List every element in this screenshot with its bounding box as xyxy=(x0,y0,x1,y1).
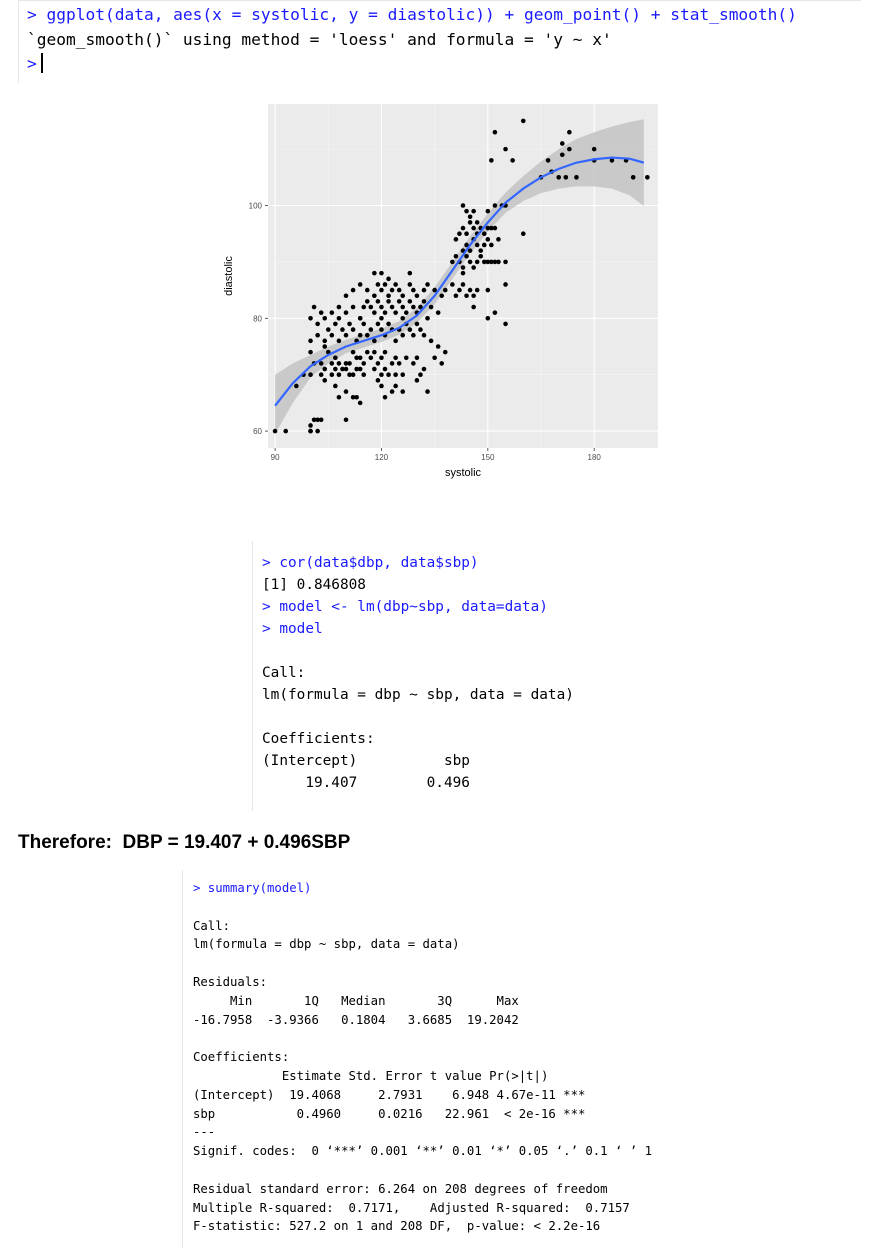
data-point xyxy=(411,361,416,366)
data-point xyxy=(493,310,498,315)
data-point xyxy=(415,293,420,298)
data-point xyxy=(312,305,317,310)
data-point xyxy=(493,130,498,135)
data-point xyxy=(560,152,565,157)
data-point xyxy=(393,384,398,389)
data-point xyxy=(429,305,434,310)
data-point xyxy=(294,384,299,389)
data-point xyxy=(333,384,338,389)
data-point xyxy=(415,355,420,360)
data-point xyxy=(454,237,459,242)
data-point xyxy=(333,367,338,372)
data-point xyxy=(379,316,384,321)
data-point xyxy=(408,299,413,304)
data-point xyxy=(273,429,278,434)
data-point xyxy=(365,288,370,293)
data-point xyxy=(429,339,434,344)
console-output-line: --- xyxy=(193,1125,216,1140)
data-point xyxy=(503,260,508,265)
data-point xyxy=(330,372,335,377)
console-output-line: Call: xyxy=(262,665,306,681)
data-point xyxy=(351,327,356,332)
data-point xyxy=(400,372,405,377)
data-point xyxy=(471,305,476,310)
data-point xyxy=(503,147,508,152)
data-point xyxy=(376,282,381,287)
data-point xyxy=(322,367,327,372)
data-point xyxy=(574,175,579,180)
data-point xyxy=(464,231,469,236)
data-point xyxy=(461,226,466,231)
data-point xyxy=(322,316,327,321)
data-point xyxy=(322,344,327,349)
data-point xyxy=(404,355,409,360)
data-point xyxy=(475,220,480,225)
data-point xyxy=(379,271,384,276)
data-point xyxy=(344,333,349,338)
data-point xyxy=(319,418,324,423)
data-point xyxy=(486,237,491,242)
data-point xyxy=(308,350,313,355)
console-output-line: Residuals: xyxy=(193,975,268,989)
data-point xyxy=(400,333,405,338)
data-point xyxy=(358,316,363,321)
data-point xyxy=(450,260,455,265)
data-point xyxy=(308,423,313,428)
console-prompt-line[interactable] xyxy=(27,53,43,75)
data-point xyxy=(372,310,377,315)
console-output-line: Coefficients: xyxy=(262,731,375,747)
data-point xyxy=(393,355,398,360)
console-output-line: Estimate Std. Error t value Pr(>|t|) xyxy=(193,1069,578,1083)
console-output-line: Coefficients: xyxy=(193,1050,290,1065)
console-command-line: > model <- lm(dbp~sbp, data=data) xyxy=(262,599,548,615)
data-point xyxy=(471,209,476,214)
data-point xyxy=(337,361,342,366)
data-point xyxy=(393,282,398,287)
data-point xyxy=(369,327,374,332)
data-point xyxy=(347,361,352,366)
console-output-line: -16.7958 -3.9366 0.1804 3.6685 19.2042 xyxy=(193,1012,527,1027)
data-point xyxy=(315,429,320,434)
data-point xyxy=(503,322,508,327)
console-command-line: > model xyxy=(262,621,323,637)
data-point xyxy=(376,322,381,327)
data-point xyxy=(319,310,324,315)
data-point xyxy=(436,310,441,315)
console-ggplot xyxy=(18,0,861,83)
data-point xyxy=(379,305,384,310)
data-point xyxy=(468,260,473,265)
data-point xyxy=(478,248,483,253)
data-point xyxy=(393,339,398,344)
data-point xyxy=(344,418,349,423)
data-point xyxy=(461,203,466,208)
console-command-line: > cor(data$dbp, data$sbp) xyxy=(262,555,479,571)
data-point xyxy=(422,333,427,338)
data-point xyxy=(365,333,370,338)
data-point xyxy=(461,271,466,276)
console-output-line: Min 1Q Median 3Q Max xyxy=(193,993,527,1008)
data-point xyxy=(379,372,384,377)
data-point xyxy=(390,361,395,366)
console-output-line: sbp 0.4960 0.0216 22.961 < 2e-16 *** xyxy=(193,1106,586,1121)
data-point xyxy=(319,361,324,366)
data-point xyxy=(489,158,494,163)
data-point xyxy=(386,322,391,327)
console-output-line: (Intercept) sbp xyxy=(262,753,470,769)
data-point xyxy=(386,299,391,304)
data-point xyxy=(358,355,363,360)
data-point xyxy=(464,293,469,298)
console-command-line: > ggplot(data, aes(x = systolic, y = diastolic)) + geom_point() + stat_smooth() xyxy=(27,5,797,24)
data-point xyxy=(397,299,402,304)
console-output-line: Signif. codes: 0 ‘***’ 0.001 ‘**’ 0.01 ‘*’ 0.05 ‘.’ 0.1 ‘ ’ 1 xyxy=(193,1144,653,1159)
data-point xyxy=(464,209,469,214)
data-point xyxy=(379,384,384,389)
data-point xyxy=(344,293,349,298)
data-point xyxy=(372,339,377,344)
data-point xyxy=(383,395,388,400)
data-point xyxy=(400,305,405,310)
data-point xyxy=(415,378,420,383)
data-point xyxy=(358,282,363,287)
data-point xyxy=(376,299,381,304)
y-axis-label: diastolic xyxy=(223,256,235,296)
data-point xyxy=(361,305,366,310)
y-tick-label: 80 xyxy=(253,314,262,324)
data-point xyxy=(493,203,498,208)
data-point xyxy=(376,361,381,366)
data-point xyxy=(386,293,391,298)
data-point xyxy=(358,333,363,338)
data-point xyxy=(400,293,405,298)
data-point xyxy=(376,378,381,383)
data-point xyxy=(322,378,327,383)
data-point xyxy=(457,231,462,236)
data-point xyxy=(475,288,480,293)
data-point xyxy=(486,209,491,214)
data-point xyxy=(390,305,395,310)
data-point xyxy=(400,389,405,394)
data-point xyxy=(432,355,437,360)
data-point xyxy=(330,361,335,366)
data-point xyxy=(372,350,377,355)
data-point xyxy=(415,322,420,327)
data-point xyxy=(308,372,313,377)
data-point xyxy=(393,310,398,315)
data-point xyxy=(411,333,416,338)
data-point xyxy=(422,288,427,293)
data-point xyxy=(439,293,444,298)
y-tick-label: 60 xyxy=(253,427,262,437)
data-point xyxy=(330,310,335,315)
data-point xyxy=(397,288,402,293)
data-point xyxy=(358,367,363,372)
data-point xyxy=(567,147,572,152)
data-point xyxy=(443,288,448,293)
data-point xyxy=(454,293,459,298)
data-point xyxy=(386,372,391,377)
data-point xyxy=(361,322,366,327)
data-point xyxy=(411,288,416,293)
data-point xyxy=(468,220,473,225)
data-point xyxy=(308,429,313,434)
x-tick-label: 90 xyxy=(270,453,280,462)
data-point xyxy=(425,389,430,394)
data-point xyxy=(493,226,498,231)
data-point xyxy=(393,372,398,377)
data-point xyxy=(468,214,473,219)
data-point xyxy=(496,237,501,242)
data-point xyxy=(411,305,416,310)
scatter-plot-svg xyxy=(218,100,662,486)
data-point xyxy=(521,119,526,124)
data-point xyxy=(436,344,441,349)
data-point xyxy=(631,175,636,180)
data-point xyxy=(461,282,466,287)
data-point xyxy=(369,305,374,310)
data-point xyxy=(386,277,391,282)
data-point xyxy=(471,293,476,298)
console-output-line: 19.407 0.496 xyxy=(262,775,470,791)
data-point xyxy=(503,282,508,287)
data-point xyxy=(344,367,349,372)
x-tick-label: 180 xyxy=(587,453,601,462)
data-point xyxy=(379,288,384,293)
scatter-plot xyxy=(218,100,662,486)
console-output-line: (Intercept) 19.4068 2.7931 6.948 4.67e-11 *** xyxy=(193,1087,586,1102)
data-point xyxy=(308,316,313,321)
data-point xyxy=(308,339,313,344)
data-point xyxy=(496,260,501,265)
data-point xyxy=(457,288,462,293)
data-point xyxy=(461,265,466,270)
regression-equation: Therefore: DBP = 19.407 + 0.496SBP xyxy=(18,832,351,853)
x-tick-label: 150 xyxy=(481,453,495,462)
console-summary xyxy=(182,870,713,1248)
data-point xyxy=(344,310,349,315)
data-point xyxy=(478,254,483,259)
console-output-line: Residual standard error: 6.264 on 208 degrees of freedom xyxy=(193,1181,608,1196)
data-point xyxy=(408,271,413,276)
data-point xyxy=(351,350,356,355)
data-point xyxy=(464,254,469,259)
data-point xyxy=(369,355,374,360)
data-point xyxy=(347,322,352,327)
data-point xyxy=(333,322,338,327)
console-command-line: > summary(model) xyxy=(193,881,312,895)
data-point xyxy=(408,327,413,332)
data-point xyxy=(351,288,356,293)
data-point xyxy=(326,327,331,332)
text-cursor xyxy=(41,53,43,73)
data-point xyxy=(408,282,413,287)
x-axis-label: systolic xyxy=(444,467,482,479)
console-output-line: [1] 0.846808 xyxy=(262,577,366,593)
data-point xyxy=(556,175,561,180)
data-point xyxy=(337,305,342,310)
data-point xyxy=(443,350,448,355)
data-point xyxy=(439,361,444,366)
data-point xyxy=(365,350,370,355)
data-point xyxy=(383,350,388,355)
data-point xyxy=(560,141,565,146)
console-output-line: Multiple R-squared: 0.7171, Adjusted R-squared: 0.7157 xyxy=(193,1200,638,1215)
y-tick-label: 100 xyxy=(248,201,262,211)
data-point xyxy=(379,327,384,332)
data-point xyxy=(486,288,491,293)
data-point xyxy=(365,299,370,304)
data-point xyxy=(475,243,480,248)
data-point xyxy=(283,429,288,434)
data-point xyxy=(333,355,338,360)
data-point xyxy=(400,316,405,321)
data-point xyxy=(340,327,345,332)
data-point xyxy=(379,355,384,360)
data-point xyxy=(351,305,356,310)
data-point xyxy=(383,282,388,287)
data-point xyxy=(361,361,366,366)
data-point xyxy=(645,175,650,180)
data-point xyxy=(592,147,597,152)
data-point xyxy=(322,339,327,344)
data-point xyxy=(418,372,423,377)
data-point xyxy=(425,282,430,287)
data-point xyxy=(482,243,487,248)
data-point xyxy=(475,260,480,265)
data-point xyxy=(337,395,342,400)
data-point xyxy=(330,333,335,338)
console-model xyxy=(252,541,574,811)
data-point xyxy=(361,372,366,377)
console-message-line: `geom_smooth()` using method = 'loess' and formula = 'y ~ x' xyxy=(27,30,612,49)
data-point xyxy=(521,231,526,236)
data-point xyxy=(418,327,423,332)
data-point xyxy=(372,271,377,276)
data-point xyxy=(351,372,356,377)
data-point xyxy=(454,254,459,259)
data-point xyxy=(482,231,487,236)
data-point xyxy=(358,401,363,406)
data-point xyxy=(422,367,427,372)
data-point xyxy=(567,130,572,135)
data-point xyxy=(404,310,409,315)
data-point xyxy=(390,288,395,293)
data-point xyxy=(471,265,476,270)
data-point xyxy=(510,158,515,163)
console-output-line: lm(formula = dbp ~ sbp, data = data) xyxy=(193,937,460,952)
data-point xyxy=(546,158,551,163)
data-point xyxy=(422,299,427,304)
data-point xyxy=(337,339,342,344)
data-point xyxy=(471,226,476,231)
data-point xyxy=(383,310,388,315)
data-point xyxy=(450,282,455,287)
data-point xyxy=(337,372,342,377)
data-point xyxy=(372,293,377,298)
data-point xyxy=(337,316,342,321)
data-point xyxy=(372,367,377,372)
data-point xyxy=(468,288,473,293)
x-tick-label: 120 xyxy=(374,453,389,462)
data-point xyxy=(390,389,395,394)
console-output-line: F-statistic: 527.2 on 1 and 208 DF, p-value: < 2.2e-16 xyxy=(193,1219,601,1234)
data-point xyxy=(425,316,430,321)
data-point xyxy=(354,395,359,400)
console-prompt: > xyxy=(27,54,37,73)
console-output-line: Call: xyxy=(193,918,231,933)
data-point xyxy=(397,361,402,366)
data-point xyxy=(344,389,349,394)
data-point xyxy=(486,316,491,321)
data-point xyxy=(383,367,388,372)
console-output-line: lm(formula = dbp ~ sbp, data = data) xyxy=(262,687,574,703)
data-point xyxy=(319,372,324,377)
data-point xyxy=(489,243,494,248)
data-point xyxy=(315,333,320,338)
data-point xyxy=(315,322,320,327)
data-point xyxy=(564,175,569,180)
